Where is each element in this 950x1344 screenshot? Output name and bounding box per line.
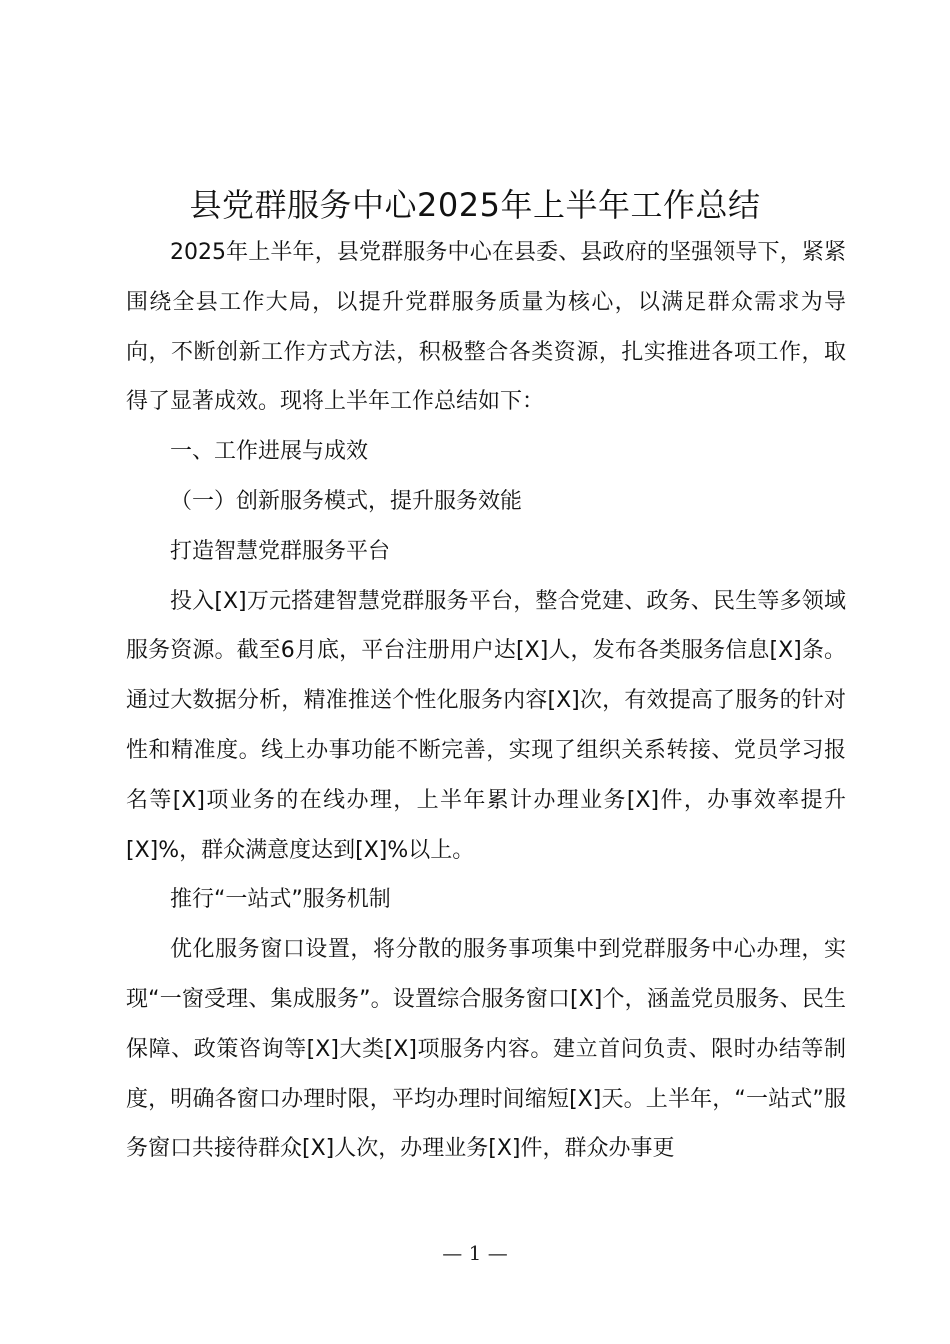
page-number: — 1 — xyxy=(442,1241,508,1265)
item-heading: 打造智慧党群服务平台 xyxy=(170,538,391,564)
section-heading: 一、工作进展与成效 xyxy=(170,439,369,465)
body-paragraph: 投入[X]万元搭建智慧党群服务平台，整合党建、政务、民生等多领域服务资源。截至6月底，平台注册用户达[X]人，发布各类服务信息[X]条。通过大数据分析，精准推送个性化服务内容[X]次，有效提高了服务的针对性和精准度。线上办事功能不断完善，实现了组织关系转接、党员学习报名等[X]项业务的在线办理，上半年累计办理业务[X]件，办事效率提升[X]%，群众满意度达到[X]%以上。 xyxy=(126,588,846,863)
intro-paragraph: 2025年上半年，县党群服务中心在县委、县政府的坚强领导下，紧紧围绕全县工作大局，以提升党群服务质量为核心，以满足群众需求为导向，不断创新工作方式方法，积极整合各类资源，扎实推进各项工作，取得了显著成效。现将上半年工作总结如下： xyxy=(126,240,846,415)
item-heading: 推行“一站式”服务机制 xyxy=(170,887,391,913)
document-body xyxy=(126,228,846,1174)
document-title: 县党群服务中心2025年上半年工作总结 xyxy=(189,186,761,224)
body-paragraph: 优化服务窗口设置，将分散的服务事项集中到党群服务中心办理，实现“一窗受理、集成服务”。设置综合服务窗口[X]个，涵盖党员服务、民生保障、政策咨询等[X]大类[X]项服务内容。建立首问负责、限时办结等制度，明确各窗口办理时限，平均办理时间缩短[X]天。上半年，“一站式”服务窗口共接待群众[X]人次，办理业务[X]件，群众办事更 xyxy=(126,937,846,1162)
subsection-heading: （一）创新服务模式，提升服务效能 xyxy=(170,488,523,514)
